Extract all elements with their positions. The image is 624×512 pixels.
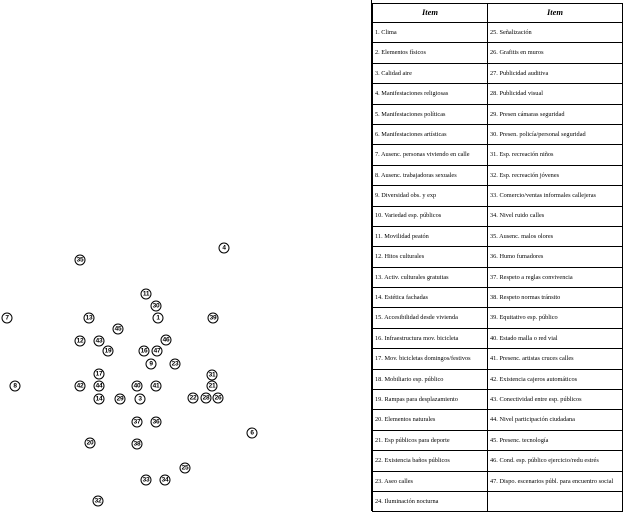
map-point-22: 22 — [188, 393, 199, 404]
map-point-29: 29 — [115, 394, 126, 405]
legend-row — [373, 206, 623, 226]
map-point-44: 44 — [94, 381, 105, 392]
legend-row — [373, 124, 623, 144]
legend-cell-left: 4. Manifestaciones religiosas — [373, 84, 488, 104]
legend-cell-left: 18. Mobiliario esp. público — [373, 369, 488, 389]
map-point-38: 38 — [132, 439, 143, 450]
legend-cell-left: 22. Existencia baños públicos — [373, 451, 488, 471]
legend-cell-left: 20. Elementos naturales — [373, 410, 488, 430]
legend-row — [373, 63, 623, 83]
legend-row — [373, 23, 623, 43]
legend-cell-right: 32. Esp. recreación jóvenes — [488, 165, 623, 185]
map-point-42: 42 — [75, 381, 86, 392]
map-point-1: 1 — [153, 313, 164, 324]
map-point-8: 8 — [10, 381, 21, 392]
legend-cell-right: 31. Esp. recreación niños — [488, 145, 623, 165]
legend-cell-right: 39. Equitativo esp. público — [488, 308, 623, 328]
legend-cell-left: 24. Iluminación nocturna — [373, 491, 488, 511]
legend-cell-left: 15. Accesibilidad desde vivienda — [373, 308, 488, 328]
legend-cell-left: 7. Ausenc. personas viviendo en calle — [373, 145, 488, 165]
map-point-12: 12 — [75, 336, 86, 347]
map-point-21: 21 — [207, 381, 218, 392]
legend-row — [373, 349, 623, 369]
map-point-25: 25 — [180, 463, 191, 474]
legend-row — [373, 145, 623, 165]
map-point-13: 13 — [84, 313, 95, 324]
legend-cell-right: 33. Comercio/ventas informales callejeras — [488, 186, 623, 206]
legend-cell-right: 40. Estado malla o red vial — [488, 328, 623, 348]
legend-row — [373, 104, 623, 124]
legend-cell-right: 45. Presenc. tecnología — [488, 430, 623, 450]
item-legend-table — [372, 3, 623, 512]
legend-cell-right: 30. Presen. policía/personal seguridad — [488, 124, 623, 144]
legend-row — [373, 390, 623, 410]
legend-row — [373, 165, 623, 185]
legend-cell-right: 29. Presen cámaras seguridad — [488, 104, 623, 124]
legend-cell-left: 21. Esp públicos para deporte — [373, 430, 488, 450]
legend-cell-right: 37. Respeto a reglas convivencia — [488, 267, 623, 287]
legend-cell-right — [488, 491, 623, 511]
map-point-14: 14 — [94, 394, 105, 405]
legend-cell-right: 43. Conectividad entre esp. públicos — [488, 390, 623, 410]
legend-row — [373, 226, 623, 246]
legend-cell-left: 2. Elementos físicos — [373, 43, 488, 63]
map-point-30: 30 — [151, 301, 162, 312]
legend-row — [373, 247, 623, 267]
map-point-35: 35 — [75, 255, 86, 266]
legend-cell-left: 11. Movilidad peatón — [373, 226, 488, 246]
map-point-26: 26 — [213, 393, 224, 404]
map-point-7: 7 — [2, 313, 13, 324]
legend-cell-right: 41. Presenc. artistas cruces calles — [488, 349, 623, 369]
legend-row — [373, 43, 623, 63]
legend-cell-right: 47. Dispo. escenarios públ. para encuentro social — [488, 471, 623, 491]
legend-row — [373, 451, 623, 471]
legend-cell-left: 17. Mov. bicicletas domingos/festivos — [373, 349, 488, 369]
map-point-19: 19 — [103, 346, 114, 357]
legend-cell-left: 14. Estética fachadas — [373, 288, 488, 308]
map-point-47: 47 — [152, 346, 163, 357]
legend-cell-left: 13. Activ. culturales gratuitas — [373, 267, 488, 287]
legend-cell-left: 16. Infraestructura mov. bicicleta — [373, 328, 488, 348]
map-point-45: 45 — [113, 324, 124, 335]
legend-row — [373, 491, 623, 511]
map-point-31: 31 — [207, 370, 218, 381]
map-point-33: 33 — [141, 475, 152, 486]
map-point-41: 41 — [151, 381, 162, 392]
map-point-3: 3 — [135, 394, 146, 405]
map-point-32: 32 — [93, 496, 104, 507]
legend-row — [373, 186, 623, 206]
legend-cell-left: 9. Diversidad obs. y exp — [373, 186, 488, 206]
legend-row — [373, 369, 623, 389]
legend-cell-left: 5. Manifestaciones políticas — [373, 104, 488, 124]
legend-cell-left: 3. Calidad aire — [373, 63, 488, 83]
legend-row — [373, 410, 623, 430]
legend-cell-left: 10. Variedad esp. públicos — [373, 206, 488, 226]
legend-cell-right: 34. Nivel ruido calles — [488, 206, 623, 226]
legend-cell-right: 42. Existencia cajeros automáticos — [488, 369, 623, 389]
legend-cell-right: 36. Humo fumadores — [488, 247, 623, 267]
legend-row — [373, 471, 623, 491]
legend-row — [373, 430, 623, 450]
map-point-40: 40 — [132, 381, 143, 392]
map-point-28: 28 — [201, 393, 212, 404]
map-point-39: 39 — [208, 313, 219, 324]
legend-cell-left: 1. Clima — [373, 23, 488, 43]
legend-header-right: Item — [488, 4, 623, 23]
legend-cell-right: 38. Respeto normas tránsito — [488, 288, 623, 308]
map-point-46: 46 — [161, 335, 172, 346]
legend-row — [373, 84, 623, 104]
legend-cell-right: 26. Grafitis en muros — [488, 43, 623, 63]
legend-cell-right: 25. Señalización — [488, 23, 623, 43]
legend-cell-left: 19. Rampas para desplazamiento — [373, 390, 488, 410]
legend-cell-left: 8. Ausenc. trabajadoras sexuales — [373, 165, 488, 185]
map-point-43: 43 — [94, 336, 105, 347]
legend-cell-right: 28. Publicidad visual — [488, 84, 623, 104]
map-point-16: 16 — [139, 346, 150, 357]
legend-row — [373, 267, 623, 287]
legend-row — [373, 308, 623, 328]
legend-row — [373, 288, 623, 308]
map-point-4: 4 — [219, 243, 230, 254]
legend-cell-left: 12. Hitos culturales — [373, 247, 488, 267]
legend-cell-right: 35. Ausenc. malos olores — [488, 226, 623, 246]
map-point-36: 36 — [151, 417, 162, 428]
map-point-34: 34 — [160, 475, 171, 486]
legend-cell-right: 46. Cond. esp. público ejercicio/redu estrés — [488, 451, 623, 471]
legend-cell-right: 44. Nivel participación ciudadana — [488, 410, 623, 430]
map-point-17: 17 — [94, 369, 105, 380]
map-point-6: 6 — [247, 428, 258, 439]
legend-header-left: Item — [373, 4, 488, 23]
legend-cell-left: 23. Aseo calles — [373, 471, 488, 491]
map-point-11: 11 — [141, 289, 152, 300]
legend-cell-left: 6. Manifestaciones artísticas — [373, 124, 488, 144]
map-point-9: 9 — [146, 359, 157, 370]
legend-cell-right: 27. Publicidad auditiva — [488, 63, 623, 83]
map-point-20: 20 — [85, 438, 96, 449]
map-point-37: 37 — [132, 417, 143, 428]
legend-row — [373, 328, 623, 348]
map-point-23: 23 — [170, 359, 181, 370]
legend-header-row — [373, 4, 623, 23]
